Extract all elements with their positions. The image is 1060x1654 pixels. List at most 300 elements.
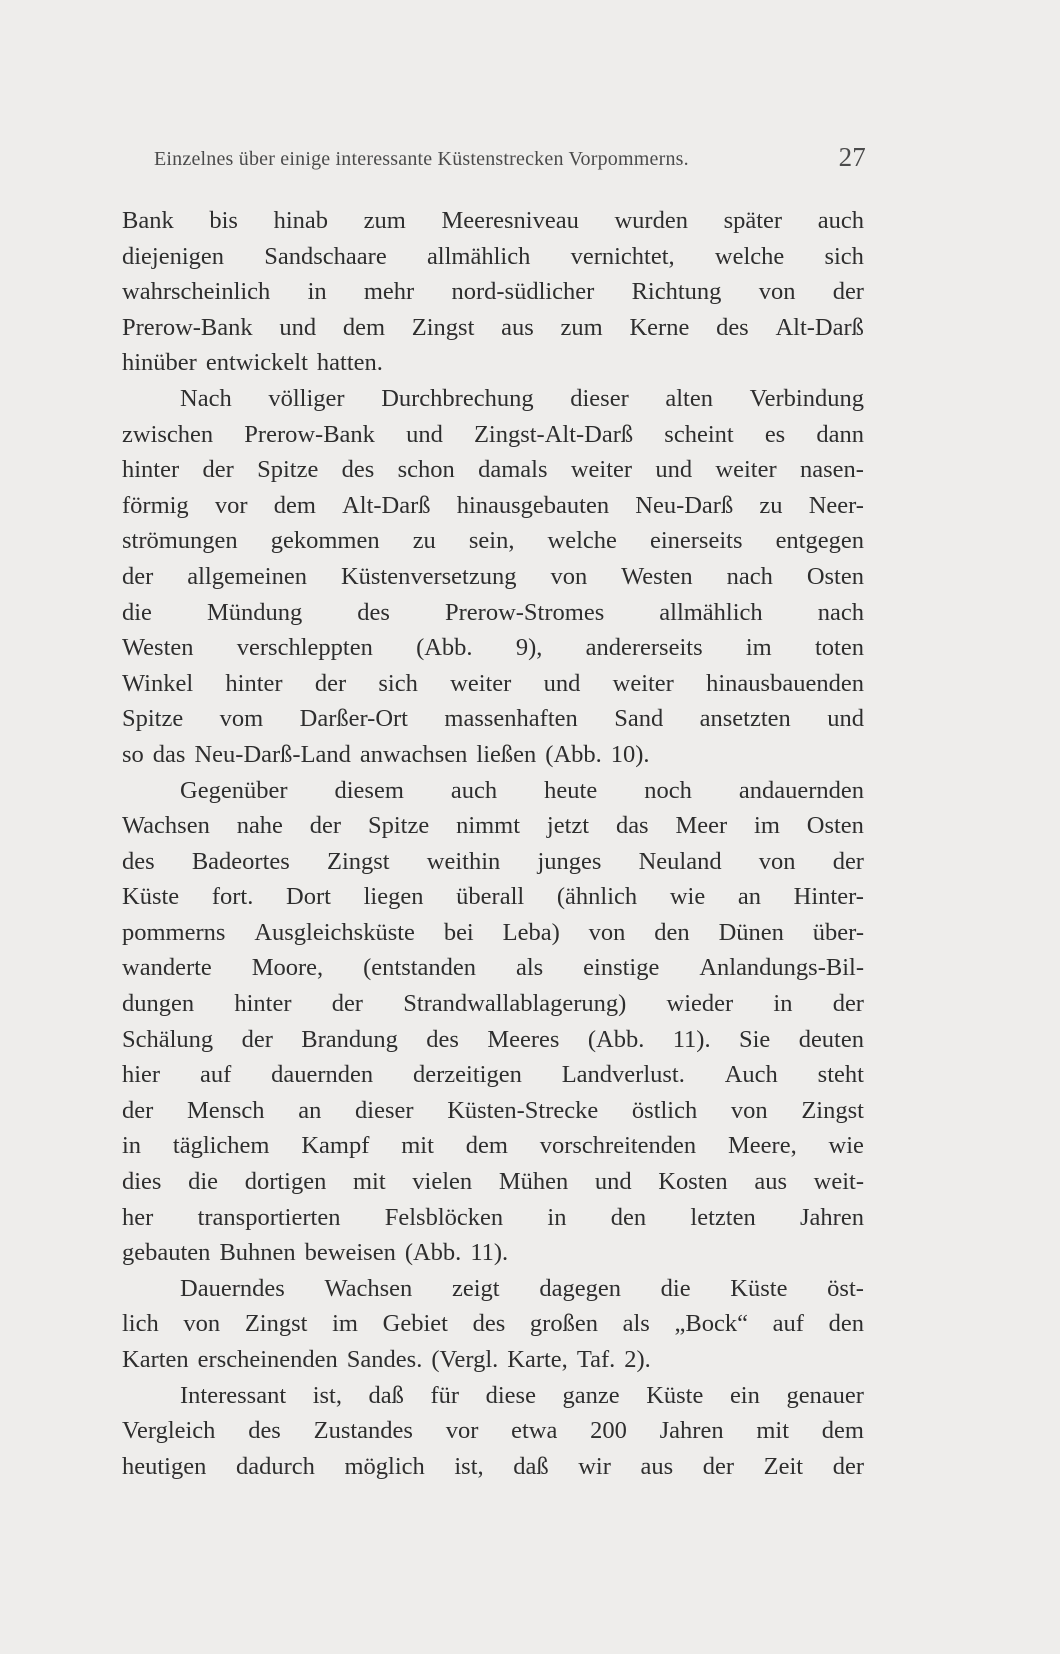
text-line <box>122 844 864 880</box>
text-line <box>122 381 864 417</box>
word: Zingst <box>411 313 475 341</box>
running-head-title: Einzelnes über einige interessante Küstenstrecken Vorpommerns. <box>154 148 689 170</box>
word: Zeit <box>763 1452 804 1480</box>
word: allgemeinen <box>187 562 307 590</box>
word: wahrscheinlich <box>122 278 271 306</box>
word: vor <box>214 491 248 519</box>
word: liegen <box>363 883 424 911</box>
word: ließen <box>476 740 537 768</box>
word: der <box>832 847 864 875</box>
text-line <box>122 1271 864 1307</box>
word: weiter <box>450 669 512 697</box>
word: dem <box>821 1417 864 1445</box>
word: welche <box>714 242 785 270</box>
word: welche <box>547 527 617 555</box>
word: der <box>241 1025 273 1053</box>
word: entgegen <box>775 527 864 555</box>
word: mit <box>352 1168 386 1196</box>
word: Strandwallablagerung) <box>403 990 627 1018</box>
word: Sand <box>614 705 664 733</box>
word: Jahren <box>800 1203 864 1231</box>
word: Verbindung <box>749 384 864 412</box>
text-line <box>122 1200 864 1236</box>
word: andererseits <box>585 634 703 662</box>
word: Mündung <box>206 598 303 626</box>
word: alten <box>665 384 713 412</box>
word: des <box>472 1310 506 1338</box>
word: transportierten <box>197 1203 341 1231</box>
text-line <box>122 1413 864 1449</box>
word: Neer- <box>808 491 864 519</box>
word: Meeresniveau <box>441 207 579 234</box>
word: von <box>758 847 796 875</box>
word: Wachsen <box>122 812 210 840</box>
word: großen <box>529 1310 598 1338</box>
word: wie <box>669 883 706 911</box>
word: der <box>122 562 154 590</box>
word: Jahren <box>659 1417 724 1445</box>
text-line <box>122 915 864 951</box>
word: und <box>594 1168 632 1196</box>
word: lich <box>122 1310 159 1338</box>
word: über- <box>812 918 864 946</box>
word: überall <box>456 883 525 911</box>
text-line <box>122 1164 864 1200</box>
word: dieser <box>570 384 629 412</box>
word: zu <box>412 527 436 555</box>
word: hier <box>122 1061 161 1089</box>
word: allmählich <box>426 242 531 270</box>
word: völliger <box>268 384 345 412</box>
word: noch <box>644 776 692 804</box>
word: massenhaften <box>444 705 578 733</box>
word: Prerow-Bank <box>122 313 253 341</box>
word: Schälung <box>122 1025 214 1053</box>
word: Küste <box>646 1381 704 1409</box>
word: her <box>122 1203 154 1231</box>
word: förmig <box>122 491 189 519</box>
word: Küste <box>122 883 180 911</box>
word: Gebiet <box>382 1310 448 1338</box>
word: an <box>737 883 761 911</box>
word: hinter <box>122 456 180 484</box>
word: der <box>331 990 363 1018</box>
text-line <box>122 1306 864 1342</box>
word: auch <box>450 776 498 804</box>
word: dieser <box>355 1096 414 1124</box>
word: dem <box>342 313 386 341</box>
text-line <box>122 666 864 702</box>
text-line <box>122 1235 864 1271</box>
text-line <box>122 274 864 310</box>
word: in <box>307 278 327 306</box>
word: weiter <box>612 669 674 697</box>
word: Zingst <box>326 847 390 875</box>
text-line <box>122 986 864 1022</box>
word: Meeres <box>487 1025 560 1053</box>
word: Spitze <box>122 705 184 733</box>
word: Neu-Darß-Land <box>194 740 351 768</box>
word: aus <box>501 313 534 341</box>
word: öst- <box>827 1274 864 1302</box>
word: etwa <box>511 1417 558 1445</box>
word: gebauten <box>122 1239 211 1267</box>
word: allmählich <box>659 598 763 626</box>
text-line <box>122 203 864 239</box>
word: auf <box>199 1061 232 1089</box>
word: hinab <box>273 207 328 234</box>
word: vor <box>445 1417 479 1445</box>
text-line <box>122 488 864 524</box>
word: 10). <box>610 740 650 768</box>
word: Vergleich <box>122 1417 216 1445</box>
word: Dort <box>286 883 331 911</box>
word: Badeortes <box>191 847 290 875</box>
word: Neu-Darß <box>635 491 734 519</box>
word: Sandes. <box>346 1346 423 1373</box>
word: nach <box>817 598 864 626</box>
text-line <box>122 1449 864 1485</box>
word: ein <box>729 1381 760 1409</box>
word: Anlandungs-Bil- <box>699 954 864 982</box>
word: weiter <box>570 456 633 484</box>
word: sich <box>378 669 418 697</box>
word: das <box>152 740 186 768</box>
word: wie <box>828 1132 864 1160</box>
text-line <box>122 239 864 275</box>
text-line <box>122 1128 864 1164</box>
word: dem <box>273 491 316 519</box>
word: Küste <box>730 1274 788 1302</box>
word: bis <box>209 207 238 234</box>
word: dauernden <box>271 1061 374 1089</box>
word: schon <box>397 456 455 484</box>
word: nahe <box>236 812 283 840</box>
word: diejenigen <box>122 242 225 270</box>
word: es <box>764 420 786 448</box>
word: bei <box>443 918 474 946</box>
word: Wachsen <box>324 1274 413 1302</box>
word: der <box>314 669 347 697</box>
word: Dauerndes <box>180 1274 285 1302</box>
word: zwischen <box>122 420 214 448</box>
word: so <box>122 740 144 768</box>
word: von <box>588 918 626 946</box>
word: ist, <box>312 1381 342 1409</box>
text-line <box>122 879 864 915</box>
word: einstige <box>583 954 660 982</box>
word: hinter <box>225 669 283 697</box>
word: Zingst <box>244 1310 308 1338</box>
word: nach <box>726 562 773 590</box>
word: Mühen <box>498 1168 569 1196</box>
word: strömungen <box>122 527 238 555</box>
word: der <box>122 1096 154 1124</box>
word: (Abb. <box>416 634 473 662</box>
text-line <box>122 345 864 381</box>
word: und <box>655 456 693 484</box>
word: von <box>183 1310 221 1338</box>
word: aus <box>754 1168 787 1196</box>
word: Kerne <box>629 313 690 341</box>
word: den <box>828 1310 864 1338</box>
text-line <box>122 310 864 346</box>
word: weithin <box>426 847 501 875</box>
word: hinter <box>234 990 292 1018</box>
body-text <box>122 203 864 1484</box>
word: von <box>550 562 588 590</box>
text-line <box>122 1378 864 1414</box>
word: hatten. <box>316 349 383 377</box>
word: Osten <box>806 562 864 590</box>
word: in <box>547 1203 567 1231</box>
word: entwickelt <box>205 349 308 377</box>
word: scheint <box>664 420 734 448</box>
word: in <box>773 990 793 1018</box>
word: täglichem <box>172 1132 270 1160</box>
word: Meere, <box>728 1132 797 1160</box>
word: zum <box>363 207 406 234</box>
text-line <box>122 595 864 631</box>
word: 9), <box>515 634 543 662</box>
word: das <box>615 812 649 840</box>
word: beweisen <box>304 1239 396 1267</box>
running-head <box>154 142 866 172</box>
page-number: 27 <box>838 142 866 172</box>
word: dem <box>465 1132 508 1160</box>
word: vernichtet, <box>570 242 675 270</box>
word: des <box>248 1417 281 1445</box>
word: damals <box>478 456 548 484</box>
word: ist, <box>454 1452 484 1480</box>
word: Brandung <box>301 1025 398 1053</box>
text-line <box>122 808 864 844</box>
word: pommerns <box>122 918 226 946</box>
word: 11). <box>672 1025 711 1053</box>
word: dortigen <box>244 1168 327 1196</box>
word: und <box>827 705 864 733</box>
text-line <box>122 1022 864 1058</box>
word: Moore, <box>251 954 324 982</box>
word: den <box>654 918 690 946</box>
word: verschleppten <box>236 634 373 662</box>
word: 2). <box>624 1346 651 1373</box>
word: auch <box>817 207 864 234</box>
word: Interessant <box>180 1381 287 1409</box>
word: Prerow-Bank <box>244 420 375 448</box>
word: anwachsen <box>359 740 468 768</box>
text-line <box>122 773 864 809</box>
word: Buhnen <box>219 1239 296 1267</box>
word: nord-südlicher <box>451 278 595 306</box>
word: Neuland <box>638 847 722 875</box>
word: sein, <box>468 527 515 555</box>
word: Küstenversetzung <box>340 562 517 590</box>
word: Dünen <box>718 918 784 946</box>
word: Zingst <box>801 1096 864 1124</box>
word: mit <box>401 1132 434 1160</box>
word: zum <box>560 313 603 341</box>
word: als <box>622 1310 650 1338</box>
word: der <box>309 812 342 840</box>
word: im <box>754 812 780 840</box>
word: aus <box>640 1452 674 1480</box>
text-line <box>122 452 864 488</box>
word: diese <box>485 1381 536 1409</box>
word: letzten <box>690 1203 756 1231</box>
word: der <box>832 278 864 306</box>
word: toten <box>814 634 864 662</box>
word: daß <box>368 1381 404 1409</box>
word: im <box>332 1310 358 1338</box>
word: Kosten <box>658 1168 728 1196</box>
word: Sie <box>738 1025 771 1053</box>
word: genauer <box>786 1381 864 1409</box>
word: mehr <box>363 278 415 306</box>
word: des <box>716 313 749 341</box>
word: Westen <box>122 634 194 662</box>
word: diesem <box>334 776 404 804</box>
word: den <box>610 1203 647 1231</box>
word: weiter <box>715 456 777 484</box>
word: im <box>745 634 772 662</box>
word: Karte, <box>507 1346 568 1373</box>
word: jetzt <box>546 812 590 840</box>
word: und <box>279 313 317 341</box>
word: hinausbauenden <box>706 669 864 697</box>
word: des <box>122 847 155 875</box>
word: Osten <box>806 812 864 840</box>
word: Darßer-Ort <box>299 705 408 733</box>
word: Felsblöcken <box>384 1203 504 1231</box>
word: wurden <box>614 207 688 234</box>
word: (Vergl. <box>431 1346 499 1373</box>
word: Kampf <box>301 1132 370 1160</box>
word: Alt-Darß <box>775 313 864 341</box>
word: Hinter- <box>793 883 864 911</box>
word: (ähnlich <box>556 883 638 911</box>
word: (entstanden <box>363 954 477 982</box>
word: Karten <box>122 1346 189 1373</box>
text-line <box>122 1093 864 1129</box>
word: erscheinenden <box>197 1346 338 1373</box>
word: hinausgebauten <box>456 491 610 519</box>
word: wieder <box>666 990 734 1018</box>
word: nasen- <box>799 456 864 484</box>
word: der <box>832 990 864 1018</box>
word: Prerow-Stromes <box>445 598 605 626</box>
word: deuten <box>798 1025 864 1053</box>
word: Ausgleichsküste <box>254 918 415 946</box>
word: in <box>122 1132 142 1160</box>
word: „Bock“ <box>674 1310 748 1338</box>
word: an <box>298 1096 322 1124</box>
word: für <box>430 1381 460 1409</box>
word: vorschreitenden <box>539 1132 697 1160</box>
text-line <box>122 559 864 595</box>
word: (Abb. <box>587 1025 645 1053</box>
word: vielen <box>412 1168 473 1196</box>
word: fort. <box>211 883 254 911</box>
word: Leba) <box>502 918 560 946</box>
word: Landverlust. <box>561 1061 685 1089</box>
word: Zingst-Alt-Darß <box>473 420 634 448</box>
word: Zustandes <box>313 1417 413 1445</box>
word: sich <box>824 242 864 270</box>
word: Durchbrechung <box>381 384 534 412</box>
text-line <box>122 701 864 737</box>
word: dies <box>122 1168 162 1196</box>
word: wir <box>578 1452 611 1480</box>
word: der <box>202 456 234 484</box>
word: von <box>730 1096 768 1124</box>
word: die <box>188 1168 219 1196</box>
word: Sandschaare <box>264 242 387 270</box>
word: auf <box>772 1310 804 1338</box>
word: dann <box>816 420 864 448</box>
word: des <box>341 456 375 484</box>
word: des <box>426 1025 459 1053</box>
word: 11). <box>470 1239 509 1267</box>
word: (Abb. <box>404 1239 462 1267</box>
word: möglich <box>344 1452 425 1480</box>
word: ansetzten <box>699 705 791 733</box>
word: Alt-Darß <box>342 491 431 519</box>
word: weit- <box>813 1168 864 1196</box>
word: Bank <box>122 207 174 234</box>
word: die <box>122 598 152 626</box>
word: die <box>660 1274 691 1302</box>
word: Küsten-Strecke <box>447 1096 599 1124</box>
word: Spitze <box>367 812 430 840</box>
word: zu <box>759 491 783 519</box>
word: dungen <box>122 990 195 1018</box>
word: der <box>702 1452 735 1480</box>
text-line <box>122 1057 864 1093</box>
word: andauernden <box>738 776 864 804</box>
text-line <box>122 630 864 666</box>
word: heute <box>544 776 598 804</box>
word: einerseits <box>649 527 743 555</box>
word: daß <box>513 1452 549 1480</box>
word: mit <box>756 1417 789 1445</box>
word: Meer <box>675 812 728 840</box>
word: der <box>832 1452 864 1480</box>
word: heutigen <box>122 1452 207 1480</box>
word: Mensch <box>186 1096 265 1124</box>
word: als <box>516 954 544 982</box>
word: Winkel <box>122 669 194 697</box>
word: ganze <box>562 1381 620 1409</box>
word: des <box>357 598 390 626</box>
word: vom <box>219 705 264 733</box>
word: (Abb. <box>545 740 602 768</box>
word: Nach <box>180 384 232 412</box>
word: von <box>758 278 796 306</box>
text-line <box>122 523 864 559</box>
word: Gegenüber <box>180 776 288 804</box>
word: Auch <box>724 1061 778 1089</box>
word: zeigt <box>452 1274 500 1302</box>
word: Taf. <box>576 1346 616 1373</box>
word: gekommen <box>270 527 380 555</box>
text-line <box>122 950 864 986</box>
word: östlich <box>631 1096 698 1124</box>
text-line <box>122 417 864 453</box>
word: später <box>723 207 783 234</box>
word: Richtung <box>631 278 722 306</box>
word: derzeitigen <box>413 1061 522 1089</box>
